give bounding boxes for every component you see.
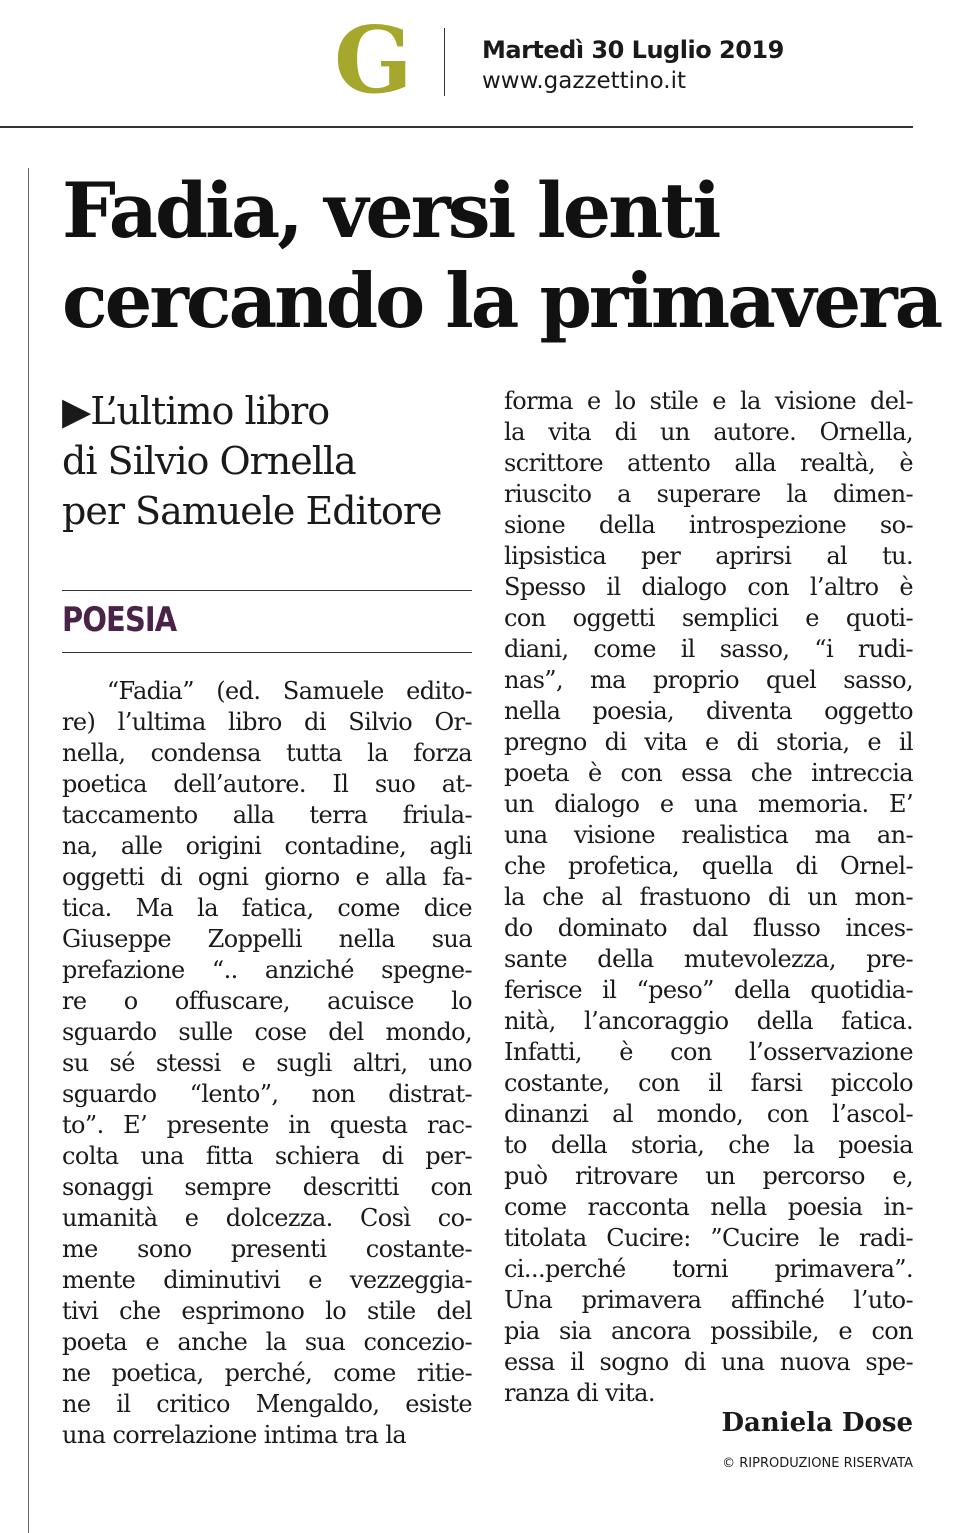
text-line: Infatti, è con l’osservazione	[504, 1038, 913, 1066]
text-line: taccamento alla terra friula-	[62, 801, 472, 829]
article-column-1	[62, 676, 472, 1451]
text-line: to della storia, che la poesia	[504, 1131, 913, 1159]
subhead-line: ▶L’ultimo libro	[62, 389, 330, 433]
text-line: umanità e dolcezza. Così co-	[62, 1204, 472, 1232]
text-line: sante della mutevolezza, pre-	[504, 945, 913, 973]
copyright-notice: © RIPRODUZIONE RISERVATA	[722, 1456, 913, 1471]
text-line: to”. E’ presente in questa rac-	[62, 1111, 472, 1139]
subhead-line: per Samuele Editore	[62, 489, 442, 533]
text-line: nella, condensa tutta la forza	[62, 739, 472, 767]
text-line: ne poetica, perché, come ritie-	[62, 1359, 472, 1387]
text-line: costante, con il farsi piccolo	[504, 1069, 913, 1097]
text-line: dinanzi al mondo, con l’ascol-	[504, 1100, 913, 1128]
subhead-line: di Silvio Ornella	[62, 439, 356, 483]
text-line: una correlazione intima tra la	[62, 1421, 407, 1449]
text-line: poetica dell’autore. Il suo at-	[62, 770, 472, 798]
text-line: re o offuscare, acuisce lo	[62, 987, 472, 1015]
text-line: sguardo sulle cose del mondo,	[62, 1018, 472, 1046]
text-line: Spesso il dialogo con l’altro è	[504, 573, 913, 601]
issue-date: Martedì 30 Luglio 2019	[482, 36, 784, 64]
text-line: do dominato dal flusso inces-	[504, 914, 913, 942]
text-line: “Fadia” (ed. Samuele edito-	[62, 677, 472, 705]
section-rule-top	[62, 590, 472, 591]
text-line: nella poesia, diventa oggetto	[504, 697, 913, 725]
text-line: un dialogo e una memoria. E’	[504, 790, 913, 818]
text-line: Una primavera affinché l’uto-	[504, 1286, 913, 1314]
text-line: lipsistica per aprirsi al tu.	[504, 542, 913, 570]
text-line: na, alle origini contadine, agli	[62, 832, 472, 860]
text-line: mente diminutivi e vezzeggia-	[62, 1266, 472, 1294]
text-line: poeta è con essa che intreccia	[504, 759, 913, 787]
text-line: la che al frastuono di un mon-	[504, 883, 913, 911]
headline-line: cercando la primavera	[62, 257, 941, 345]
text-line: colta una fitta schiera di per-	[62, 1142, 472, 1170]
article-column-2	[504, 386, 913, 1409]
text-line: riuscito a superare la dimen-	[504, 480, 913, 508]
text-line: ranza di vita.	[504, 1379, 655, 1407]
author-byline: Daniela Dose	[721, 1408, 913, 1438]
text-line: ci...perché torni primavera”.	[504, 1255, 913, 1283]
section-rule-bottom	[62, 652, 472, 653]
section-label: POESIA	[62, 600, 177, 640]
text-line: nità, l’ancoraggio della fatica.	[504, 1007, 913, 1035]
text-line: sonaggi sempre descritti con	[62, 1173, 472, 1201]
gazzettino-logo: G	[334, 6, 413, 114]
text-line: può ritrovare un percorso e,	[504, 1162, 913, 1190]
text-line: su sé stessi e sugli altri, uno	[62, 1049, 472, 1077]
column-border	[28, 168, 29, 1533]
header-rule	[0, 126, 913, 128]
text-line: sguardo “lento”, non distrat-	[62, 1080, 472, 1108]
text-line: re) l’ultima libro di Silvio Or-	[62, 708, 472, 736]
text-line: con oggetti semplici e quoti-	[504, 604, 913, 632]
text-line: essa il sogno di una nuova spe-	[504, 1348, 913, 1376]
text-line: tica. Ma la fatica, come dice	[62, 894, 472, 922]
text-line: oggetti di ogni giorno e alla fa-	[62, 863, 472, 891]
text-line: pia sia ancora possibile, e con	[504, 1317, 913, 1345]
text-line: la vita di un autore. Ornella,	[504, 418, 913, 446]
text-line: diani, come il sasso, “i rudi-	[504, 635, 913, 663]
headline-line: Fadia, versi lenti	[62, 166, 719, 255]
website-url: www.gazzettino.it	[482, 68, 687, 94]
text-line: titolata Cucire: ”Cucire le radi-	[504, 1224, 913, 1252]
newspaper-header	[0, 0, 913, 128]
article-subhead	[62, 386, 482, 536]
article-headline	[62, 166, 942, 346]
text-line: prefazione “.. anziché spegne-	[62, 956, 472, 984]
text-line: scrittore attento alla realtà, è	[504, 449, 913, 477]
text-line: pregno di vita e di storia, e il	[504, 728, 913, 756]
header-divider	[444, 28, 445, 96]
text-line: me sono presenti costante-	[62, 1235, 472, 1263]
text-line: una visione realistica ma an-	[504, 821, 913, 849]
text-line: che profetica, quella di Ornel-	[504, 852, 913, 880]
text-line: poeta e anche la sua concezio-	[62, 1328, 472, 1356]
text-line: ne il critico Mengaldo, esiste	[62, 1390, 472, 1418]
text-line: sione della introspezione so-	[504, 511, 913, 539]
text-line: nas”, ma proprio quel sasso,	[504, 666, 913, 694]
text-line: tivi che esprimono lo stile del	[62, 1297, 472, 1325]
text-line: come racconta nella poesia in-	[504, 1193, 913, 1221]
text-line: forma e lo stile e la visione del-	[504, 387, 913, 415]
text-line: ferisce il “peso” della quotidia-	[504, 976, 913, 1004]
text-line: Giuseppe Zoppelli nella sua	[62, 925, 472, 953]
